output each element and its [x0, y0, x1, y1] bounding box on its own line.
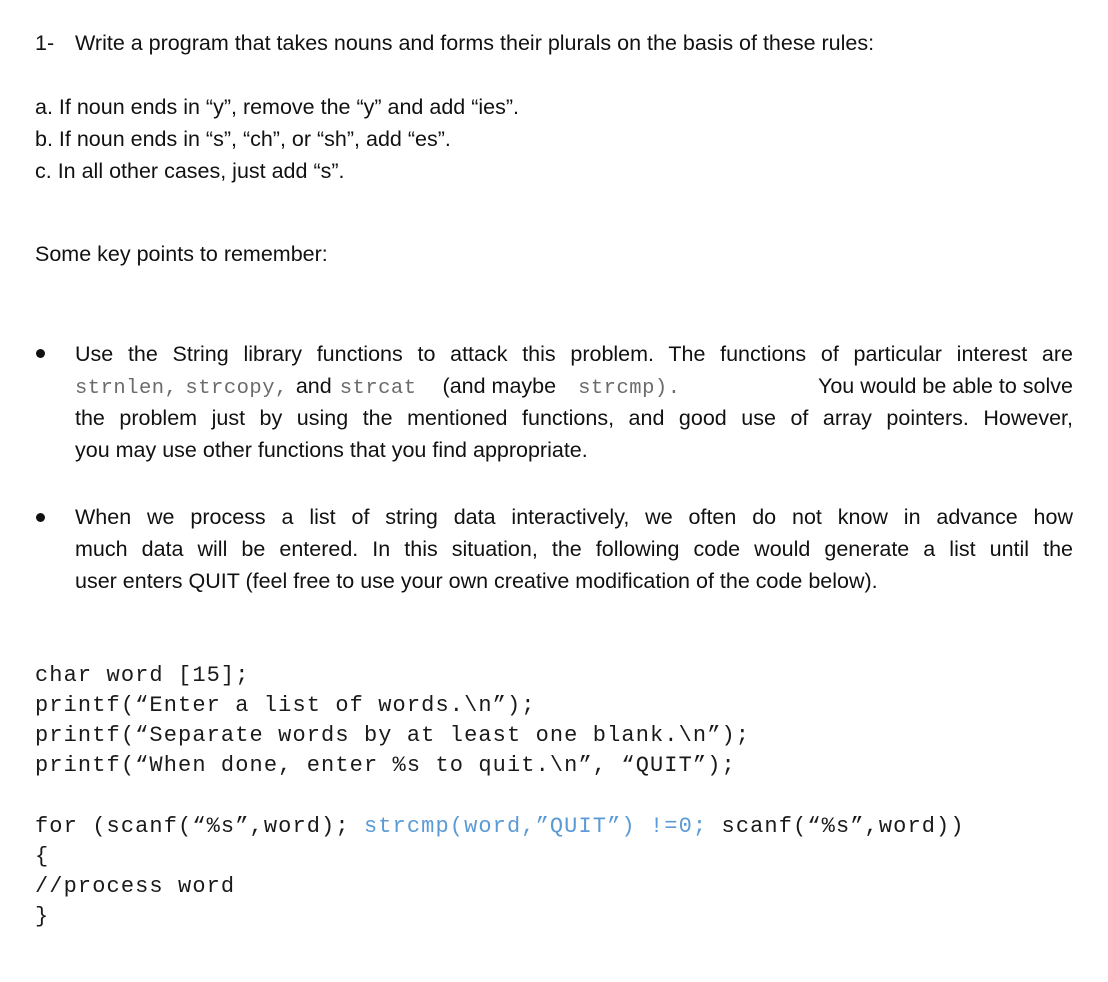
question-number: 1-	[35, 31, 55, 55]
code-close-brace: }	[35, 904, 50, 929]
code-for-condition: strcmp(word,”QUIT”) !=0;	[363, 814, 708, 839]
code-comment: //process word	[35, 874, 236, 899]
rule-a: a. If noun ends in “y”, remove the “y” and add “ies”.	[35, 95, 519, 119]
question-title: Write a program that takes nouns and forms their plurals on the basis of these rules:	[75, 31, 875, 55]
bullet-dot-icon	[36, 349, 45, 358]
code-open-brace: {	[35, 844, 50, 869]
bullet2-line1: When we process a list of string data interactively, we often do not know in advance how	[75, 505, 1073, 529]
bullet2-line2: much data will be entered. In this situation, the following code would generate a list until the	[75, 537, 1073, 561]
code-strcmp: strcmp).	[578, 377, 681, 400]
bullet1-line1: Use the String library functions to attack this problem. The functions of particular interest are	[75, 342, 1073, 366]
key-points-heading: Some key points to remember:	[35, 242, 328, 266]
code-line-2: printf(“Enter a list of words.\n”);	[35, 693, 536, 718]
bullet1-line3: the problem just by using the mentioned functions, and good use of array pointers. However,	[75, 406, 1073, 430]
rule-c: c. In all other cases, just add “s”.	[35, 159, 345, 183]
bullet-dot-icon	[36, 513, 45, 522]
and-text: and	[295, 374, 332, 398]
code-for-start: for (scanf(“%s”,word);	[35, 814, 364, 839]
code-line-1: char word [15];	[35, 663, 250, 688]
bullet1-line4: you may use other functions that you find appropriate.	[75, 438, 588, 462]
code-strnlen: strnlen,	[75, 377, 178, 400]
rule-b: b. If noun ends in “s”, “ch”, or “sh”, add “es”.	[35, 127, 451, 151]
bullet1-line2-tail: You would be able to solve	[817, 374, 1073, 398]
code-strcat: strcat	[339, 377, 417, 400]
bullet2-line3: user enters QUIT (feel free to use your own creative modification of the code below).	[75, 569, 878, 593]
code-for-end: scanf(“%s”,word))	[707, 814, 965, 839]
and-maybe-text: (and maybe	[442, 374, 557, 398]
code-line-3: printf(“Separate words by at least one blank.\n”);	[35, 723, 751, 748]
bullet1-line2	[75, 370, 1073, 405]
code-line-4: printf(“When done, enter %s to quit.\n”, “QUIT”);	[35, 753, 736, 778]
code-strcopy: strcopy,	[185, 377, 288, 400]
code-for-loop	[35, 812, 965, 842]
